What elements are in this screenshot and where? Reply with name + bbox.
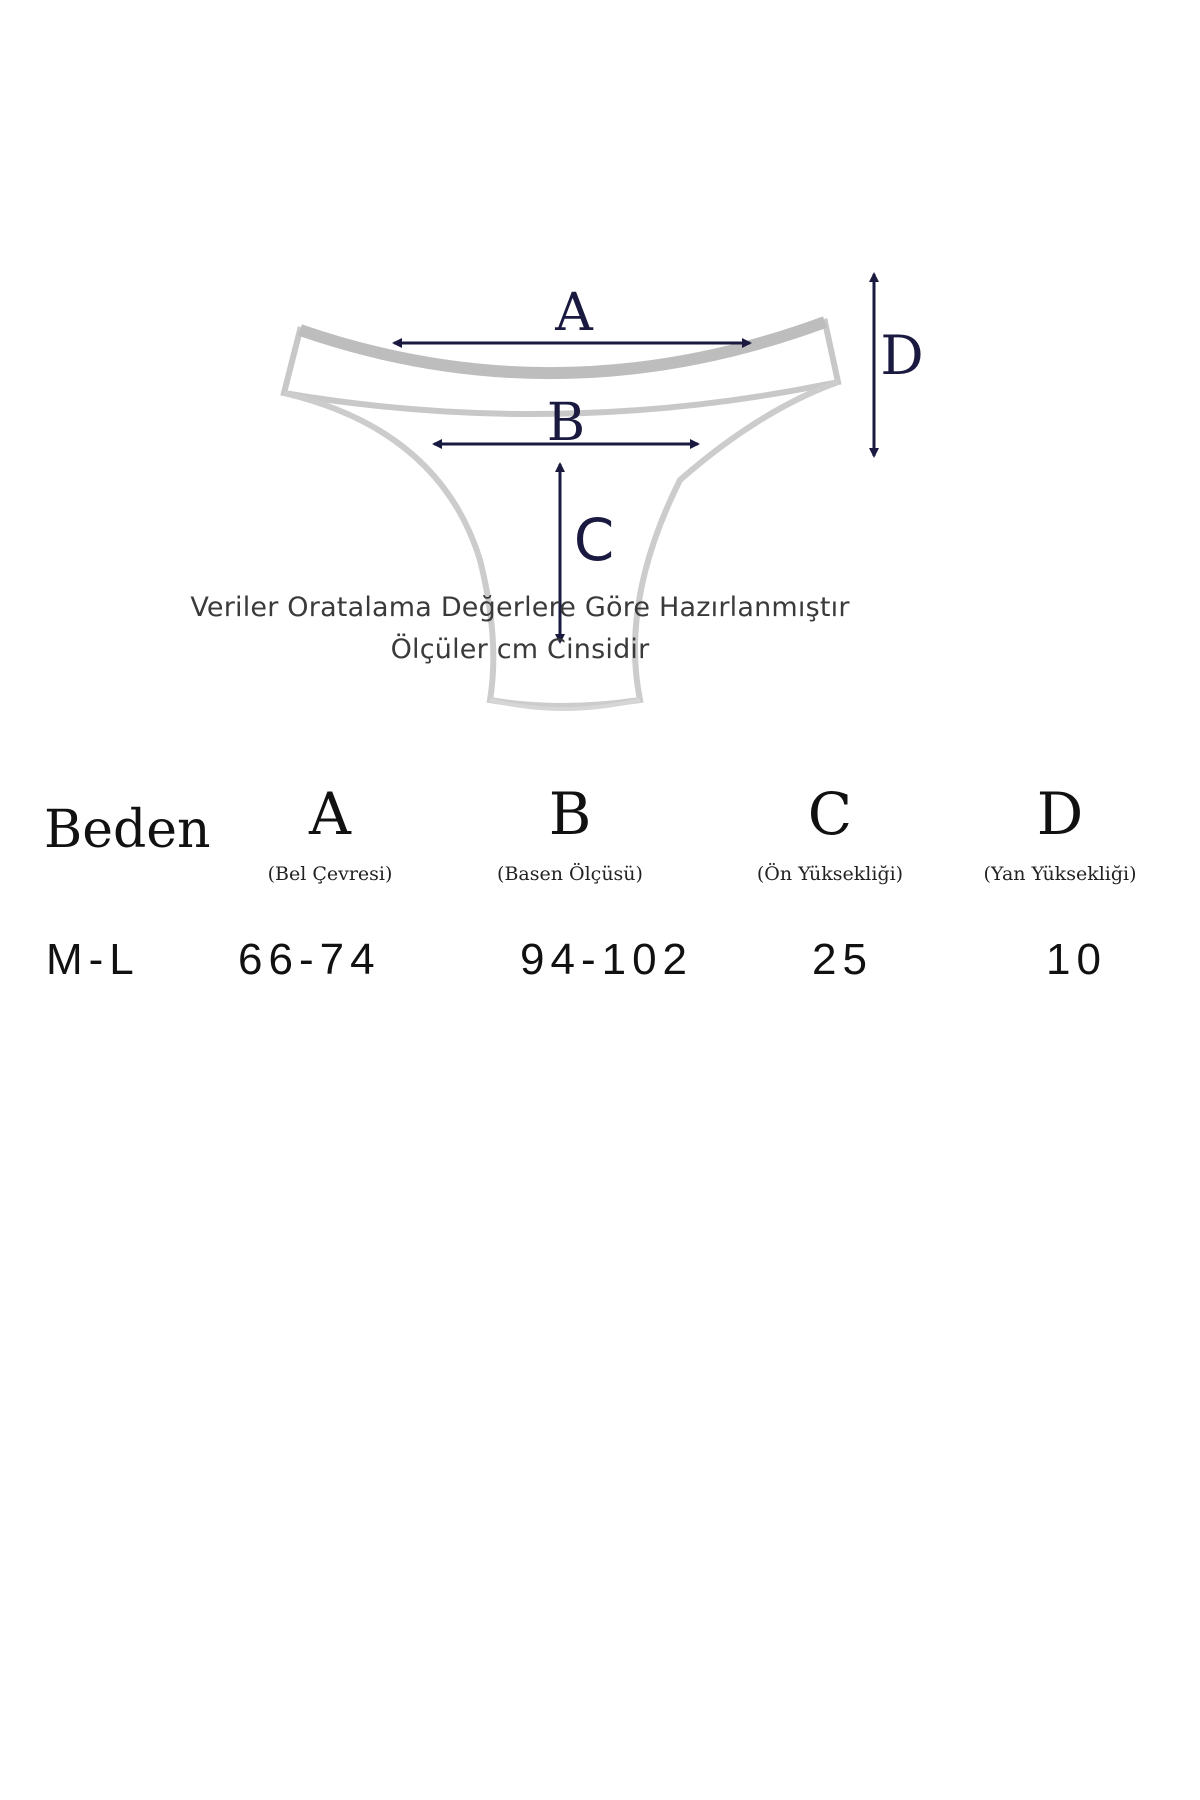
column-header-c: [730, 782, 930, 886]
column-desc-a: (Bel Çevresi): [267, 863, 393, 885]
column-letter-b: B: [548, 780, 592, 848]
arrow-b-left: [432, 439, 442, 449]
row-value-c: 25: [812, 935, 873, 984]
column-desc-c: (Ön Yüksekliği): [756, 863, 904, 885]
arrow-b-right: [690, 439, 700, 449]
row-value-b: 94-102: [520, 935, 694, 984]
note-average-values: Veriler Oratalama Değerlere Göre Hazırlanmıştır: [190, 592, 850, 623]
row-value-a: 66-74: [238, 935, 381, 984]
row-size-value: M-L: [46, 935, 140, 984]
column-header-d: [950, 782, 1170, 886]
column-letter-c: C: [807, 780, 853, 848]
column-header-b: [470, 782, 670, 886]
diagram-label-a: A: [555, 283, 593, 343]
arrow-d-bottom: [869, 448, 879, 458]
row-value-d: 10: [1046, 935, 1107, 984]
arrow-a-left: [392, 338, 402, 348]
arrow-d-top: [869, 272, 879, 282]
diagram-label-d: D: [880, 324, 924, 387]
column-letter-a: A: [309, 780, 351, 848]
note-units: Ölçüler cm Cinsidir: [390, 634, 650, 665]
column-letter-d: D: [1036, 780, 1084, 848]
column-desc-d: (Yan Yüksekliği): [983, 863, 1137, 885]
diagram-label-b: B: [546, 393, 586, 453]
size-column-header: Beden: [44, 800, 211, 860]
diagram-label-c: C: [573, 506, 615, 574]
arrow-c-top: [555, 462, 565, 472]
column-header-a: [240, 782, 420, 886]
column-desc-b: (Basen Ölçüsü): [497, 863, 643, 885]
